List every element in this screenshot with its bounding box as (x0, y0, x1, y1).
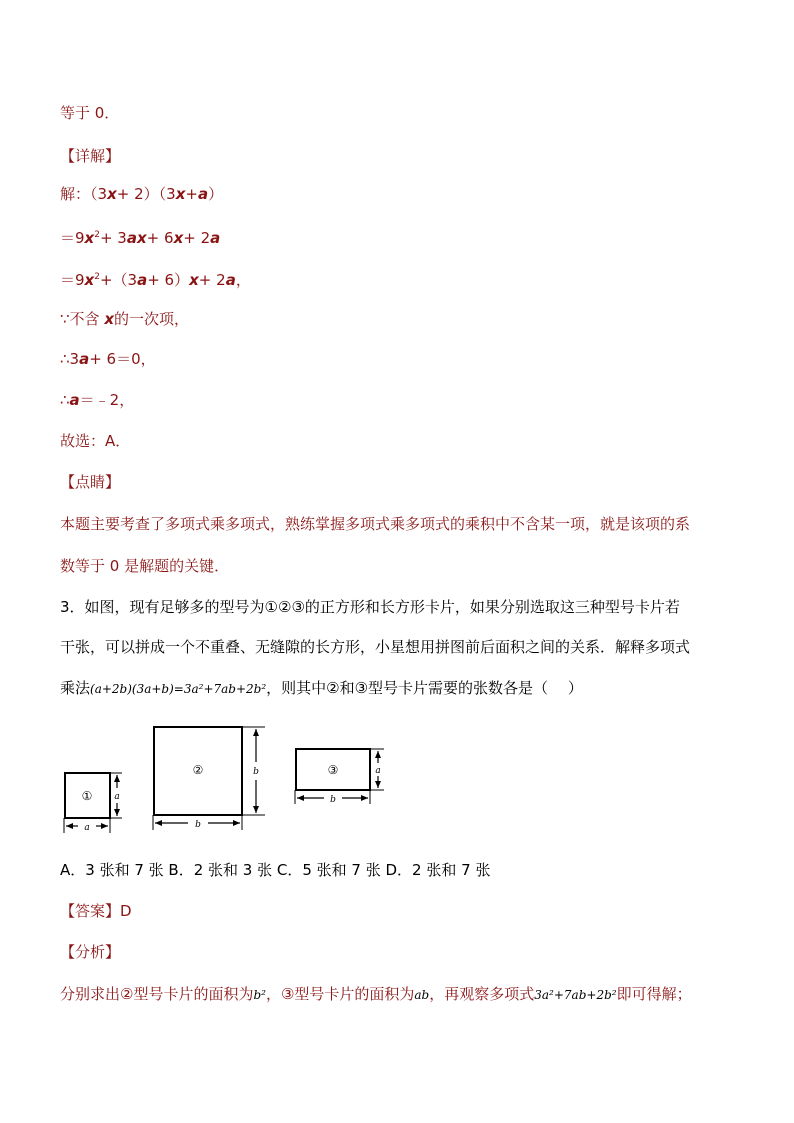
side-b-label: b (330, 795, 336, 805)
detail-header-text: 【详解】 (60, 147, 121, 165)
var: a (137, 271, 148, 289)
text: ＝9 (60, 271, 85, 289)
comment-line (60, 514, 690, 534)
text: ，③型号卡片的面积为 (265, 985, 415, 1003)
text: + (185, 185, 198, 203)
text-line (60, 103, 119, 123)
text: + 6 (146, 229, 174, 247)
side-a-label: a (84, 823, 90, 833)
card-2-label: ② (192, 763, 204, 777)
var: a (79, 350, 90, 368)
card-3-label: ③ (327, 763, 339, 777)
formula: ab (414, 988, 430, 1002)
text: A．3 张和 7 张 B．2 张和 3 张 C．5 张和 7 张 D．2 张和 7 张 (60, 861, 491, 879)
text: 3．如图，现有足够多的型号为①②③的正方形和长方形卡片，如果分别选取这三种型号卡片若 (60, 598, 680, 616)
card-1-label: ① (81, 789, 93, 803)
text: ＝9 (60, 229, 85, 247)
question-line (60, 637, 690, 657)
text: 【分析】 (60, 943, 121, 961)
text: 干张，可以拼成一个不重叠、无缝隙的长方形，小星想用拼图前后面积之间的关系．解释多项式 (60, 638, 691, 656)
text: ，则其中②和③型号卡片需要的张数各是（ ） (266, 679, 583, 697)
text: ＝﹣2， (79, 391, 135, 409)
var: ax (126, 229, 147, 247)
text: 即可得解； (616, 985, 692, 1003)
var: x (173, 229, 184, 247)
var: a (225, 271, 236, 289)
cards-figure (60, 718, 390, 836)
side-b-label: b (253, 767, 259, 777)
formula: b² (253, 988, 266, 1002)
question-line (60, 678, 583, 699)
text: 分别求出②型号卡片的面积为 (60, 985, 254, 1003)
therefore-line (60, 349, 156, 369)
text: 3 (97, 185, 108, 203)
options-line (60, 860, 490, 880)
text: ∴ (60, 391, 70, 409)
text: + 6＝0， (89, 350, 156, 368)
var: x (175, 185, 186, 203)
equation-line (60, 225, 220, 248)
var: a (197, 185, 209, 203)
analysis-header (60, 942, 120, 962)
equation-line (60, 267, 251, 290)
text: 3 (166, 185, 176, 203)
comment-header (60, 472, 120, 492)
therefore-line (60, 390, 134, 410)
analysis-line (60, 984, 692, 1005)
exponent: 2 (94, 272, 100, 282)
question-line (60, 597, 680, 617)
side-b-label: b (195, 820, 201, 830)
text: 【点睛】 (60, 473, 121, 491)
choose-line (60, 431, 130, 451)
text: ∵不含 (60, 310, 100, 328)
text: 乘法 (60, 679, 91, 697)
text: + 2 (198, 271, 226, 289)
formula: (a+2b)(3a+b)=3a²+7ab+2b² (90, 682, 267, 696)
side-a-label: a (375, 766, 381, 776)
comment-line (60, 556, 229, 576)
text: 故选：A． (60, 432, 131, 450)
text: 数等于 0 是解题的关键． (60, 557, 230, 575)
var: x (189, 271, 199, 289)
text: + 2 (183, 229, 211, 247)
var: x (84, 271, 95, 289)
text: + 3 (99, 229, 127, 247)
var: x (104, 310, 115, 328)
text: +（3 (99, 271, 138, 289)
solution-line (60, 184, 223, 204)
var: x (107, 185, 117, 203)
formula: 3a²+7ab+2b² (534, 988, 617, 1002)
var: x (84, 229, 95, 247)
exponent: 2 (94, 230, 100, 240)
answer-line (60, 901, 132, 921)
text: ，再观察多项式 (429, 985, 535, 1003)
var: a (69, 391, 80, 409)
text: 本题主要考查了多项式乘多项式，熟练掌握多项式乘多项式的乘积中不含某一项，就是该项的系 (60, 515, 691, 533)
text: ， (235, 271, 251, 289)
var: a (210, 229, 221, 247)
since-line (60, 309, 189, 329)
side-a-label: a (114, 792, 120, 802)
text: 的一次项， (114, 310, 190, 328)
detail-header (60, 146, 120, 166)
text: 解：（ (60, 185, 98, 203)
text: 【答案】D (60, 902, 132, 920)
text: + 6） (147, 271, 190, 289)
line-text: 等于 0． (60, 104, 120, 122)
text: + 2）（ (116, 185, 167, 203)
text: ） (208, 185, 224, 203)
text: ∴3 (60, 350, 80, 368)
